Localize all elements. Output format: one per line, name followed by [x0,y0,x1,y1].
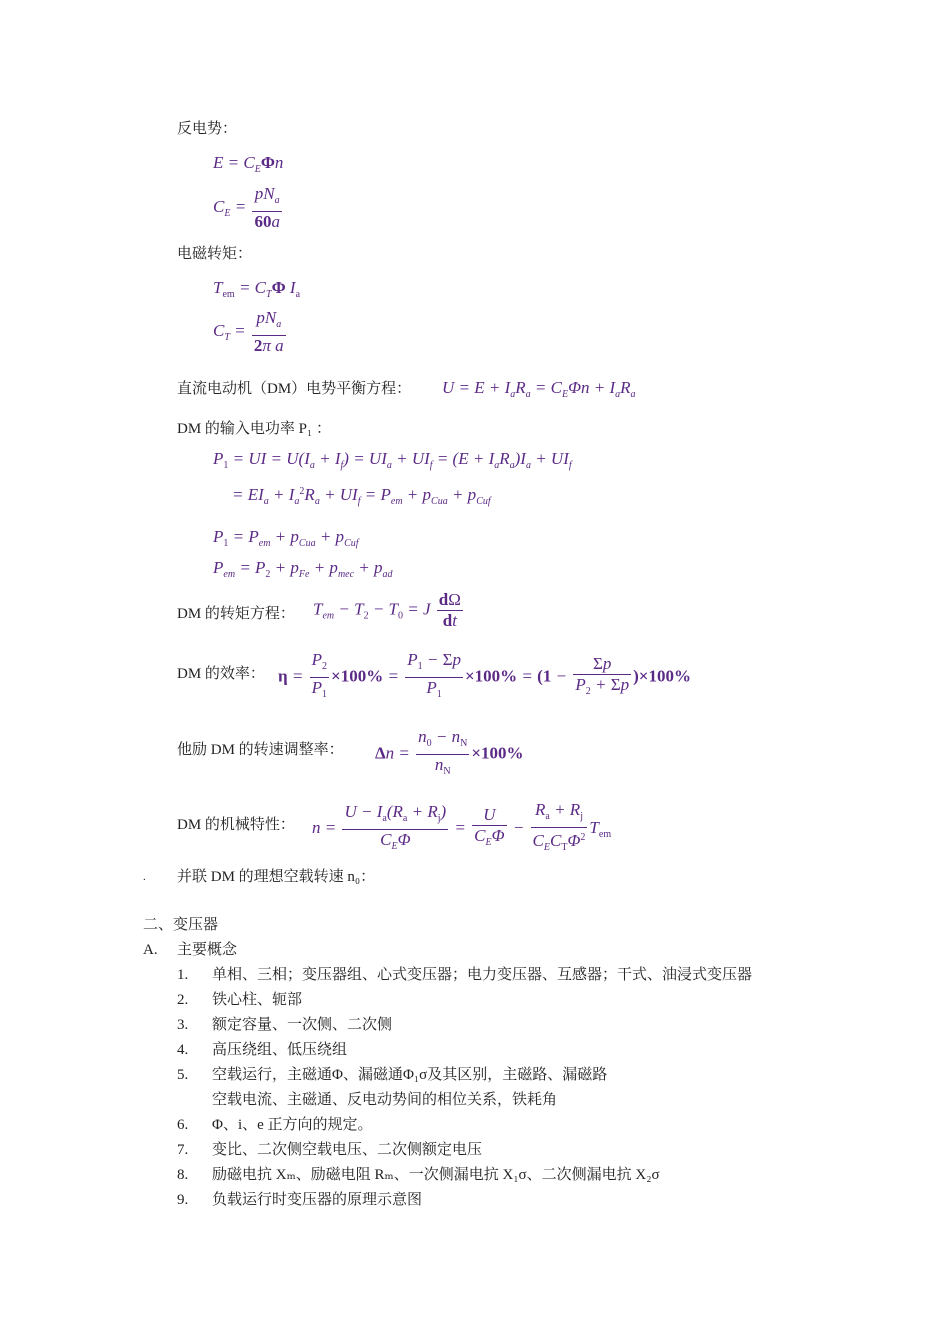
formula-tem: $T_{em} = C_T\Phi$ $I_a$ [213,278,301,300]
formula-pem: $P_{em} = P_2 + p_{Fe} + p_{mec} + p_{ad}$ [213,558,393,580]
formula-p1-a: $P_1$ = UI = $U(I_a + I_f) = UI_a + UI_f = (E + I_aR_a)I_a + UI_f$ [213,449,572,471]
formula-p1-c: $P_1 = P_{em} + p_{Cua} + p_{Cuf}$ [213,527,359,549]
bullet-dot: . [143,871,146,883]
list-item: 单相、三相；变压器组、心式变压器；电力变压器、互感器；干式、油浸式变压器 [212,967,753,983]
list-item: 空载运行，主磁通Φ、漏磁通Φ₁σ及其区别，主磁路、漏磁路 [212,1067,608,1083]
formula-ce: $C_E$ = $\frac{pN_a}{60a}$ [213,184,280,231]
subsection-title-main-concepts: 主要概念 [177,942,238,958]
list-item-number: 6. [177,1117,189,1133]
list-item-number: 3. [177,1017,189,1033]
list-item-number: 7. [177,1142,189,1158]
label-efficiency: DM 的效率： [177,666,265,682]
label-torque-eq: DM 的转矩方程： [177,606,295,622]
list-item-number: 8. [177,1167,189,1183]
list-item-number: 9. [177,1192,189,1208]
list-item: Φ、i、e 正方向的规定。 [212,1117,373,1133]
subsection-marker-a: A. [143,942,158,958]
formula-torque: $T_{em} - T_2 - T_0 = J$ $\frac{d\Omega}{dt}$ [313,590,461,630]
formula-mech-char: n = $\frac{U - I_a(R_a + R_j)}{C_E\Phi}$ = $\frac{U}{C_E\Phi}$ − $\frac{R_a + R_j}{C_EC_T\Phi^2}$ $T_{em}$ [312,800,612,853]
formula-efficiency: η = $\frac{P_2}{P_1}$ ×100% = $\frac{P_1 - \Sigma p}{P_1}$ ×100% = (1 − $\frac{\Sigma p}{P_2 + \Sigma p}$ )×100% [278,650,691,700]
label-back-emf: 反电势： [177,121,238,137]
list-item: 励磁电抗 Xₘ、励磁电阻 Rₘ、一次侧漏电抗 X₁σ、二次侧漏电抗 X₂σ [212,1167,660,1183]
label-input-power: DM 的输入电功率 P₁ ： [177,421,331,437]
label-ideal-noload: 并联 DM 的理想空载转速 n₀： [177,869,376,885]
label-mech-char: DM 的机械特性： [177,817,295,833]
list-item: 负载运行时变压器的原理示意图 [212,1192,423,1208]
label-speed-regulation: 他励 DM 的转速调整率： [177,742,344,758]
list-item: 高压绕组、低压绕组 [212,1042,348,1058]
formula-ct: $C_T$ = $\frac{pN_a}{\text{2π a}}$ [213,308,284,355]
list-item: 变比、二次侧空载电压、二次侧额定电压 [212,1142,483,1158]
formula-p1-b: = $EI_a + I_a^2R_a + UI_f = P_{em} + p_{Cua} + p_{Cuf}$ [232,485,491,507]
formula-e: $E = C_E\Phi n$ [213,153,284,175]
list-item-number: 1. [177,967,189,983]
label-dm-balance: 直流电动机（DM）电势平衡方程： [177,381,412,397]
list-item-number: 5. [177,1067,189,1083]
list-item: 额定容量、一次侧、二次侧 [212,1017,393,1033]
formula-voltage-balance: $U = E + I_aR_a = C_E\Phi n + I_aR_a$ [442,378,636,400]
list-item-number: 2. [177,992,189,1008]
list-item-number: 4. [177,1042,189,1058]
list-item-continuation: 空载电流、主磁通、反电动势间的相位关系，铁耗角 [212,1092,558,1108]
label-em-torque: 电磁转矩： [177,246,253,262]
section-title-transformer: 二、变压器 [143,917,219,933]
list-item: 铁心柱、轭部 [212,992,303,1008]
formula-speed-regulation: Δn = $\frac{n_0 - n_N}{n_N}$ ×100% [375,727,524,777]
